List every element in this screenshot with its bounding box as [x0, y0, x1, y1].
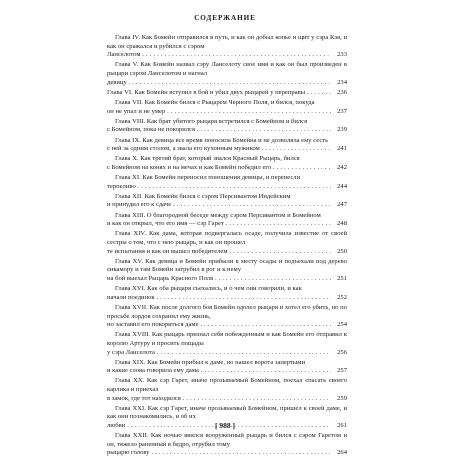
toc-page-number: 237 — [337, 107, 347, 115]
toc-page-number: 247 — [337, 201, 347, 209]
toc-entry — [107, 377, 347, 403]
toc-entry-last-line: любви . . . — [107, 422, 331, 431]
toc-entry — [107, 34, 347, 60]
toc-entry-text: Глава V. Как Бомейн назвал сэру Ланселоту свое имя и как он был произведен в рыцари сэром Ланселотом и нагнал — [107, 61, 347, 77]
toc-entry — [107, 432, 347, 458]
toc-entry — [107, 193, 347, 210]
toc-entry-text: Глава VII. Как Бомейн бился с Рыцарем Черного Поля, и бился, покуда — [115, 98, 315, 106]
toc-entry-last-line: он не упал и не умер . . . — [107, 108, 331, 117]
toc-entry-leader-line — [107, 79, 347, 88]
toc-entry — [107, 137, 347, 154]
toc-entry-text: Глава XV. Как девица и Бомейн прибыли к месту осады и подъехали под дерево сикамору и там Бомейн затрубил в рог и к нему — [107, 257, 347, 274]
toc-entry-leader-line — [107, 367, 347, 376]
toc-page-number: 261 — [337, 422, 347, 430]
toc-entry-text: Глава VIII. Как брат убитого рыцаря встретился с Бомейном и бился — [115, 117, 308, 125]
toc-entry-leader-line — [107, 89, 347, 98]
toc-entry — [107, 230, 347, 256]
toc-entry-leader-line — [107, 183, 347, 192]
toc-page-number: 241 — [337, 145, 347, 153]
toc-entry-text: Глава XXII. Как ночью явился вооруженный рыцарь и бился с сэром Гаретом и он, тяжело раненный в бедро, отрубил тому — [107, 432, 347, 448]
toc-page-number: 242 — [337, 163, 347, 171]
toc-entry-leader-line — [107, 395, 347, 404]
toc-page-number: 239 — [337, 126, 347, 134]
toc-entry-leader-line — [107, 248, 347, 257]
toc-page-number: 256 — [337, 348, 347, 356]
toc-entry-text: Глава IV. Как Бомейн отправился в путь, и как он добыл копье и щит у сэра Кэя, и как он сражался и рубился с сэром — [107, 34, 347, 50]
page-title: СОДЕРЖАНИЕ — [194, 14, 256, 22]
toc-entry — [107, 89, 347, 98]
toc-entry-text: Глава XII. Как Бомейн бился с сэром Персивантом Индейским — [115, 192, 291, 200]
toc-entry-last-line: с Бомейном, пока не покорился . . . — [107, 126, 331, 135]
toc-page-number: 254 — [337, 321, 347, 329]
toc-entry — [107, 212, 347, 229]
toc-entry — [107, 61, 347, 87]
toc-entry-text: Глава XVI. Как оба рыцаря съехались, и о чем они говорили, и как — [115, 285, 302, 293]
toc-entry-text: Глава X. Как третий брат, который звался Красный Рыцарь, бился — [115, 155, 300, 163]
toc-entry-leader-line — [107, 164, 347, 173]
toc-page-number: 248 — [337, 220, 347, 228]
toc-entry-text: Глава XIII. О благородной беседе между сэром Персивантом и Бомейном — [115, 211, 321, 219]
toc-entry-leader-line — [107, 145, 347, 154]
toc-entry-leader-line — [107, 126, 347, 135]
toc-entry-last-line: рыцарю голову . . . — [107, 449, 331, 458]
toc-entry — [107, 155, 347, 172]
toc-page-number: 234 — [337, 78, 347, 86]
toc-page-number: 264 — [337, 449, 347, 457]
toc-entry-leader-line — [107, 51, 347, 60]
toc-entry-last-line: у сэра Ланселота . . . — [107, 349, 331, 358]
toc-page-number: 251 — [337, 274, 347, 282]
toc-entry-last-line: с Бомейном на конях и на мечах и как Бомейн победил его . . . — [107, 164, 331, 173]
table-of-contents — [107, 34, 347, 460]
toc-entry-last-line: но заставил его покориться даме . . . — [107, 321, 331, 330]
toc-page-number: 244 — [337, 182, 347, 190]
toc-entry-leader-line — [107, 321, 347, 330]
toc-entry — [107, 359, 347, 376]
page-number: [ 988 ] — [215, 421, 235, 430]
toc-entry — [107, 285, 347, 302]
toc-entry-last-line: терпеливо . . . — [107, 183, 331, 192]
toc-entry-last-line: и как он открыл, что его имя — сэр Гарет . . . — [107, 220, 331, 229]
toc-page-number: 236 — [337, 88, 347, 96]
toc-entry-last-line: в замок, где тот находился . . . — [107, 395, 331, 404]
toc-entry-last-line: начали поединок . . . — [107, 294, 331, 303]
toc-page-number: 259 — [337, 394, 347, 402]
toc-entry-last-line: и какие слова говорила ему дама . . . — [107, 367, 331, 376]
toc-entry-leader-line — [107, 108, 347, 117]
toc-entry-leader-line — [107, 294, 347, 303]
toc-entry-last-line: Ланселотом . . . — [107, 51, 331, 60]
toc-entry — [107, 174, 347, 191]
toc-entry — [107, 304, 347, 330]
toc-entry-last-line: те испытания и как он вышел победителем . . . — [107, 248, 331, 257]
toc-entry-leader-line — [107, 349, 347, 358]
toc-entry-last-line: с ней за одним столом, а звала его кухонным мужиком . . . — [107, 145, 331, 154]
toc-entry-leader-line — [107, 449, 347, 458]
toc-entry-text: Глава XXI. Как сэр Гарет, иначе прозываемый Бомейном, пришел к своей даме, и как они познакомились, и об их — [107, 404, 347, 421]
toc-entry — [107, 118, 347, 135]
toc-entry-text: Глава XIX. Как Бомейн прибыл к даме, но нашел ворота запертыми — [115, 358, 306, 366]
toc-entry — [107, 99, 347, 116]
toc-entry-text: Глава XI. Как Бомейн переносил поношения девицы, и перенесли — [115, 174, 301, 182]
toc-entry — [107, 258, 347, 284]
toc-page-number: 257 — [337, 367, 347, 375]
toc-entry-text: Глава XIV. Как дама, которая подвергалась осаде, получила известие от своей сестры о том, что с нею рыцарь, и как он прошел — [107, 230, 347, 246]
toc-entry-text: Глава XVIII. Как рыцарь признал себя побежденным и как Бомейн его отправил к королю Артуру и просить пощады — [107, 331, 347, 347]
toc-page-number: 252 — [337, 293, 347, 301]
toc-entry-leader-line — [107, 275, 347, 284]
toc-entry — [107, 331, 347, 357]
toc-entry-last-line: на бой выехал Рыцарь Красного Поля . . . — [107, 275, 331, 284]
toc-entry-text: Глава XX. Как сэр Гарет, иначе прозываемый Бомейном, поехал спасать своего карлика и приехал — [107, 377, 347, 394]
toc-entry-leader-line — [107, 201, 347, 210]
toc-page-number: 250 — [337, 247, 347, 255]
toc-entry-last-line: девицу . . . — [107, 79, 331, 88]
toc-entry-last-line: Глава VI. Как Бомейн вступил в бой и убил двух рыцарей у переправы . . . — [107, 89, 331, 98]
toc-entry-last-line: и принудил его к сдаче . . . — [107, 201, 331, 210]
toc-page-number: 233 — [337, 51, 347, 59]
toc-entry-leader-line — [107, 220, 347, 229]
toc-entry-text: Глава XVII. Как после долгого боя Бомейн одолел рыцаря и хотел его убить, но по просьбе лордов сохранил ему жизнь, — [107, 303, 347, 320]
toc-entry-text: Глава IX. Как девица все время поносила Бомейна и не дозволяла ему сесть — [115, 136, 329, 144]
